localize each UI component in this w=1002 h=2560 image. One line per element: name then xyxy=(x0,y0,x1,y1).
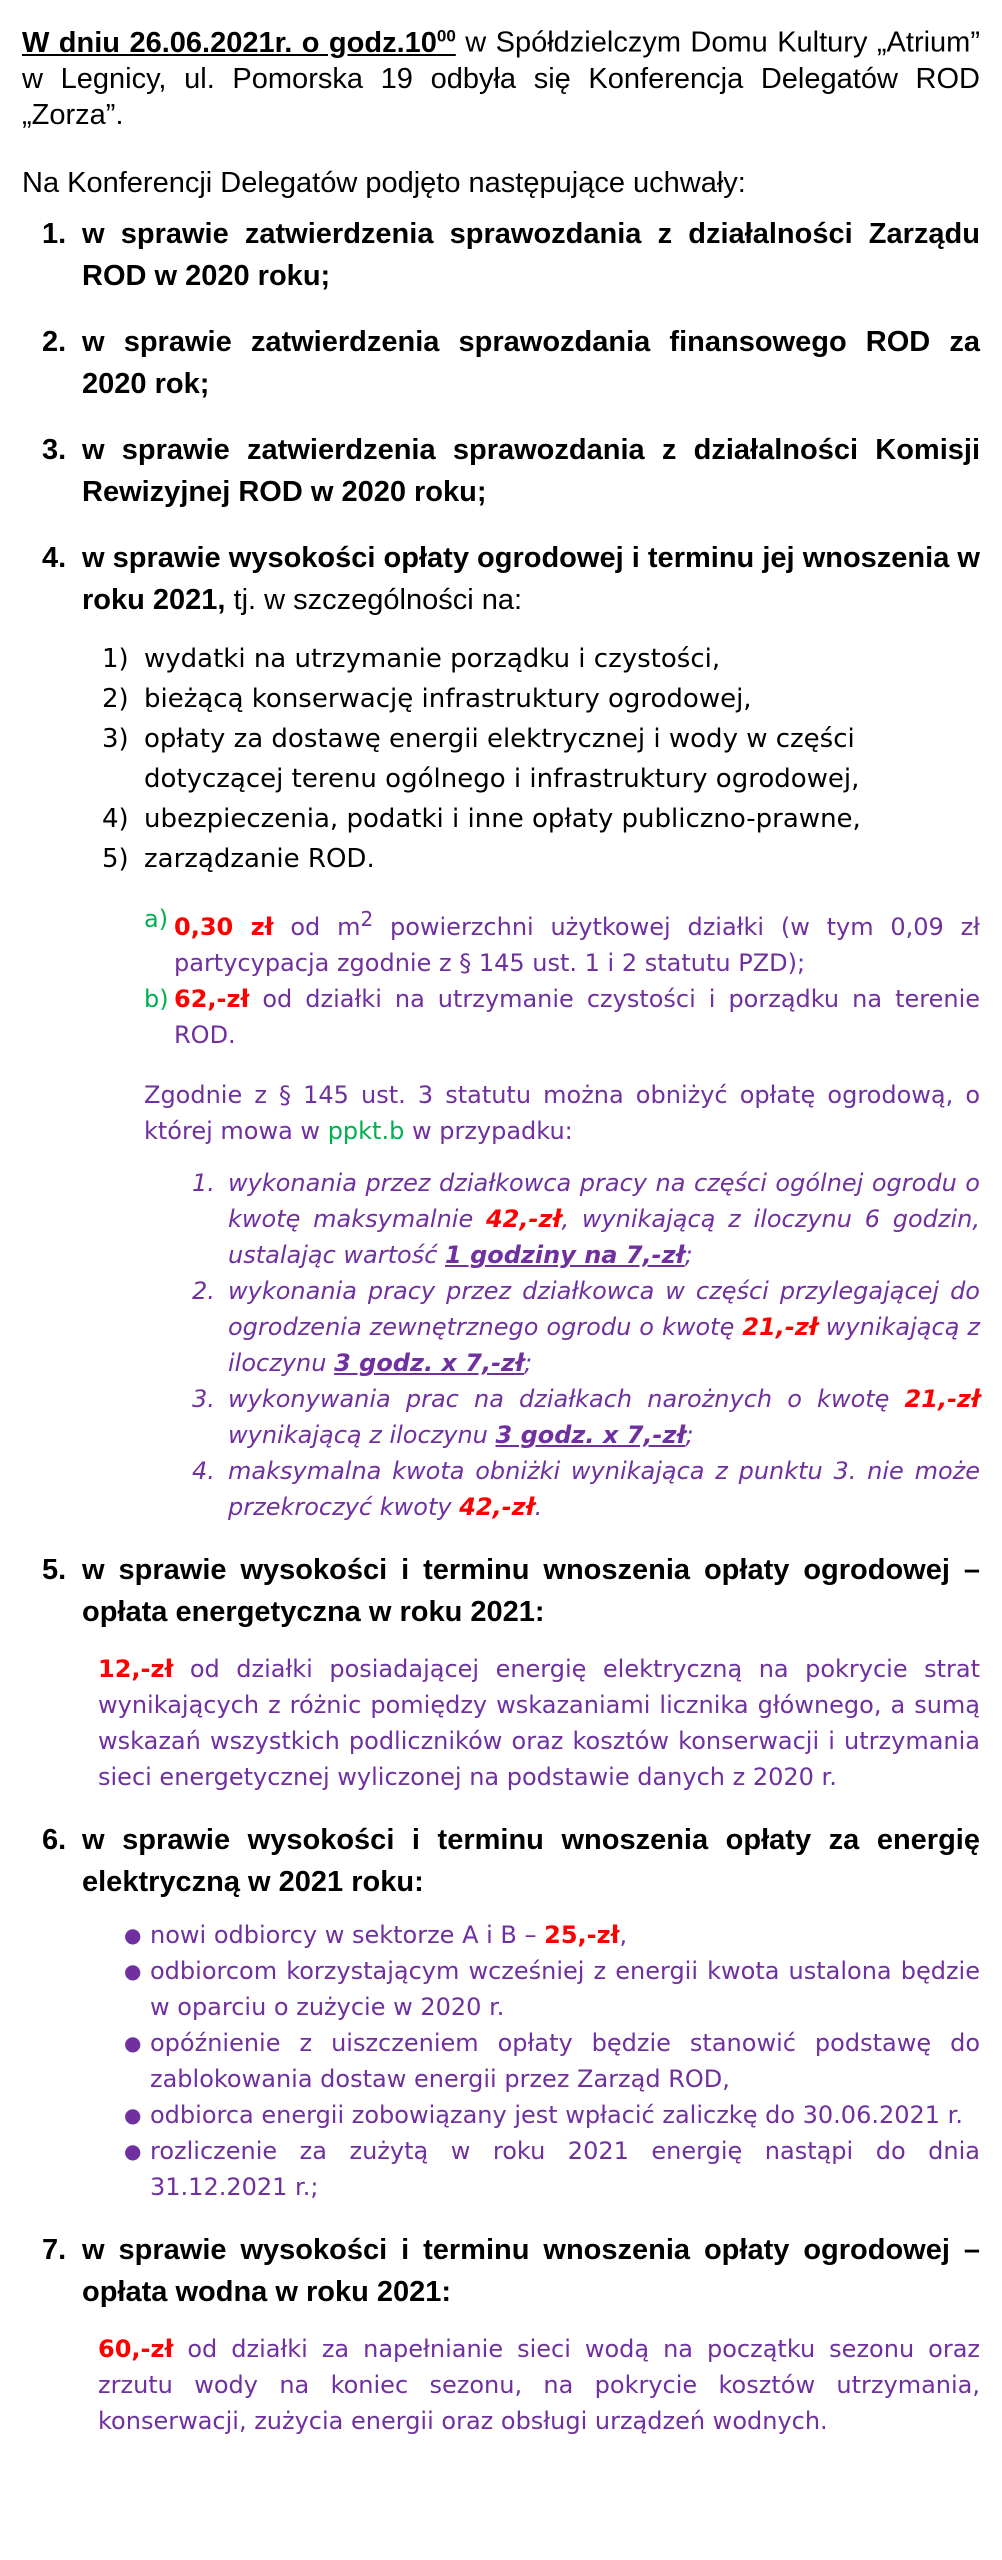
energy-bullet-text: nowi odbiorcy w sektorze A i B – xyxy=(150,1920,545,1949)
resolution-number: 4. xyxy=(42,541,67,574)
energy-bullet-item xyxy=(122,2133,980,2205)
reduction-amount: 21,-zł xyxy=(904,1384,980,1413)
resolutions-list xyxy=(22,213,980,2439)
intro-paragraph xyxy=(22,18,980,133)
reduction-amount: 21,-zł xyxy=(742,1312,818,1341)
energy-bullet-text: odbiorcom korzystającym wcześniej z energii kwota ustalona będzie w oparciu o zużycie w 2020 r. xyxy=(150,1956,980,2021)
fee-amount-list xyxy=(144,901,980,1053)
reduction-number: 3. xyxy=(192,1384,215,1413)
resolution-title: w sprawie wysokości i terminu wnoszenia opłaty za energię elektryczną w 2021 roku: xyxy=(82,1823,980,1898)
reduction-text: wykonania przez działkowca pracy na części ogólnej ogrodu o kwotę maksymalnie xyxy=(228,1168,980,1233)
energy-bullet-text: opóźnienie z uiszczeniem opłaty będzie stanowić podstawę do zablokowania dostaw energii przez Zarząd ROD, xyxy=(150,2028,980,2093)
reduction-item xyxy=(192,1453,980,1525)
fee-purpose-list xyxy=(82,639,980,879)
intro-rest: w Spółdzielczym Domu Kultury „Atrium” w Legnicy, ul. Pomorska 19 odbyła się Konferencja Delegatów ROD „Zorza”. xyxy=(22,26,980,131)
resolution-title: w sprawie zatwierdzenia sprawozdania finansowego ROD za 2020 rok; xyxy=(82,325,980,400)
resolution-7 xyxy=(22,2229,980,2439)
reduction-rate: 3 godz. x 7,-zł xyxy=(495,1420,686,1449)
fee-purpose-number: 3) xyxy=(102,723,129,754)
reduction-note-text: Zgodnie z § 145 ust. 3 statutu można obniżyć opłatę ogrodową, o której mowa w xyxy=(144,1080,980,1145)
resolution-title: w sprawie wysokości i terminu wnoszenia opłaty ogrodowej – opłata energetyczna w roku 2021: xyxy=(82,1553,980,1628)
intro-date-text: W dniu 26.06.2021r. o godz.10 xyxy=(22,26,437,59)
fee-amount-text: od działki na utrzymanie czystości i porządku na terenie ROD. xyxy=(174,984,980,1049)
resolution-title: w sprawie zatwierdzenia sprawozdania z działalności Zarządu ROD w 2020 roku; xyxy=(82,217,980,292)
resolution-number: 1. xyxy=(42,217,67,250)
reduction-text: ; xyxy=(684,1240,693,1269)
bullet-dot-icon: ● xyxy=(124,2138,142,2163)
resolution-number: 5. xyxy=(42,1553,67,1586)
energy-loss-text: od działki posiadającej energię elektryczną na pokrycie strat wynikających z różnic pomiędzy wskazaniami licznika głównego, a sumą wskazań wszystkich podliczników oraz kosztów konserwacji i utrzymania sieci energetycznej wyliczonej na podstawie danych z 2020 r. xyxy=(98,1654,980,1791)
fee-purpose-item xyxy=(102,679,980,719)
energy-bullet-text: , xyxy=(619,1920,628,1949)
fee-amount-value: 62,-zł xyxy=(174,984,250,1013)
reduction-text: ; xyxy=(524,1348,533,1377)
fee-amount-b xyxy=(144,981,980,1053)
bullet-dot-icon: ● xyxy=(124,1922,142,1947)
water-fee-text: od działki za napełnianie sieci wodą na początku sezonu oraz zrzutu wody na koniec sezonu, na pokrycie kosztów utrzymania, konserwacji, zużycia energii oraz obsługi urządzeń wodnych. xyxy=(98,2334,980,2435)
fee-purpose-number: 2) xyxy=(102,683,129,714)
reduction-list xyxy=(192,1165,980,1525)
bullet-dot-icon: ● xyxy=(124,1958,142,1983)
energy-bullet-text: odbiorca energii zobowiązany jest wpłacić zaliczkę do 30.06.2021 r. xyxy=(150,2100,963,2129)
fee-purpose-text: bieżącą konserwację infrastruktury ogrodowej, xyxy=(144,683,752,714)
reduction-text: ; xyxy=(685,1420,694,1449)
fee-purpose-number: 5) xyxy=(102,843,129,874)
energy-bullet-item xyxy=(122,1917,980,1953)
reduction-note xyxy=(144,1077,980,1149)
energy-bullet-amount: 25,-zł xyxy=(544,1920,620,1949)
lead-text: Na Konferencji Delegatów podjęto następujące uchwały: xyxy=(22,166,746,199)
reduction-text: , wynikającą z iloczynu 6 godzin, ustalając wartość xyxy=(228,1204,980,1269)
fee-purpose-number: 1) xyxy=(102,643,129,674)
reduction-amount: 42,-zł xyxy=(485,1204,562,1233)
fee-amount-sup: 2 xyxy=(360,906,374,931)
resolution-number: 3. xyxy=(42,433,67,466)
energy-bullet-item xyxy=(122,2025,980,2097)
resolution-title: w sprawie zatwierdzenia sprawozdania z działalności Komisji Rewizyjnej ROD w 2020 roku; xyxy=(82,433,980,508)
energy-bullet-text: rozliczenie za zużytą w roku 2021 energię nastąpi do dnia 31.12.2021 r.; xyxy=(150,2136,980,2201)
reduction-item xyxy=(192,1273,980,1381)
reduction-text: wynikającą z iloczynu xyxy=(228,1420,496,1449)
bullet-dot-icon: ● xyxy=(124,2030,142,2055)
reduction-text: wynikającą z iloczynu xyxy=(228,1312,980,1377)
resolution-number: 6. xyxy=(42,1823,67,1856)
reduction-number: 2. xyxy=(192,1276,215,1305)
fee-purpose-item xyxy=(102,719,980,799)
resolution-2 xyxy=(22,321,980,405)
reduction-number: 1. xyxy=(192,1168,215,1197)
energy-bullet-item xyxy=(122,2097,980,2133)
reduction-rate: 1 godziny na 7,-zł xyxy=(445,1240,685,1269)
energy-loss-fee xyxy=(98,1651,980,1795)
fee-amount-letter: a) xyxy=(144,904,169,933)
fee-amount-a xyxy=(144,901,980,981)
water-fee xyxy=(98,2331,980,2439)
reduction-item xyxy=(192,1165,980,1273)
fee-purpose-item xyxy=(102,839,980,879)
fee-amount-text: od m xyxy=(273,912,361,941)
fee-purpose-item xyxy=(102,639,980,679)
resolution-title xyxy=(82,537,980,621)
reduction-item xyxy=(192,1381,980,1453)
bullet-dot-icon: ● xyxy=(124,2102,142,2127)
fee-purpose-number: 4) xyxy=(102,803,129,834)
fee-purpose-item xyxy=(102,799,980,839)
resolution-number: 7. xyxy=(42,2233,67,2266)
reduction-note-ref: ppkt.b xyxy=(327,1116,405,1145)
reduction-text: . xyxy=(534,1492,543,1521)
energy-loss-amount: 12,-zł xyxy=(98,1654,174,1683)
resolution-title-plain: tj. w szczególności na: xyxy=(225,583,523,616)
reduction-note-text: w przypadku: xyxy=(404,1116,573,1145)
reduction-rate: 3 godz. x 7,-zł xyxy=(334,1348,525,1377)
reduction-amount: 42,-zł xyxy=(459,1492,535,1521)
reduction-text: maksymalna kwota obniżki wynikająca z punktu 3. nie może przekroczyć kwoty xyxy=(228,1456,980,1521)
water-fee-amount: 60,-zł xyxy=(98,2334,174,2363)
resolution-4 xyxy=(22,537,980,1525)
fee-amount-value: 0,30 zł xyxy=(174,912,274,941)
fee-purpose-text: ubezpieczenia, podatki i inne opłaty publiczno-prawne, xyxy=(144,803,861,834)
resolution-1 xyxy=(22,213,980,297)
fee-purpose-text: opłaty za dostawę energii elektrycznej i wody w części dotyczącej terenu ogólnego i infrastruktury ogrodowej, xyxy=(144,723,860,794)
reduction-text: wykonywania prac na działkach narożnych o kwotę xyxy=(228,1384,905,1413)
fee-purpose-text: wydatki na utrzymanie porządku i czystości, xyxy=(144,643,721,674)
reduction-text: wykonania pracy przez działkowca w części przylegającej do ogrodzenia zewnętrznego ogrodu o kwotę xyxy=(228,1276,980,1341)
resolution-number: 2. xyxy=(42,325,67,358)
resolution-3 xyxy=(22,429,980,513)
energy-bullet-list xyxy=(122,1917,980,2205)
fee-purpose-text: zarządzanie ROD. xyxy=(144,843,375,874)
reduction-number: 4. xyxy=(192,1456,215,1485)
intro-date xyxy=(22,27,456,59)
fee-amount-letter: b) xyxy=(144,984,169,1013)
resolution-title-bold: w sprawie wysokości opłaty ogrodowej i terminu jej wnoszenia w roku 2021, xyxy=(82,541,980,616)
resolution-6 xyxy=(22,1819,980,2205)
fee-amount-text: powierzchni użytkowej działki (w tym 0,09 zł partycypacja zgodnie z § 145 ust. 1 i 2 statutu PZD); xyxy=(174,912,980,977)
intro-date-sup: 00 xyxy=(436,26,456,45)
resolution-title: w sprawie wysokości i terminu wnoszenia opłaty ogrodowej – opłata wodna w roku 2021: xyxy=(82,2233,980,2308)
resolution-5 xyxy=(22,1549,980,1795)
energy-bullet-item xyxy=(122,1953,980,2025)
